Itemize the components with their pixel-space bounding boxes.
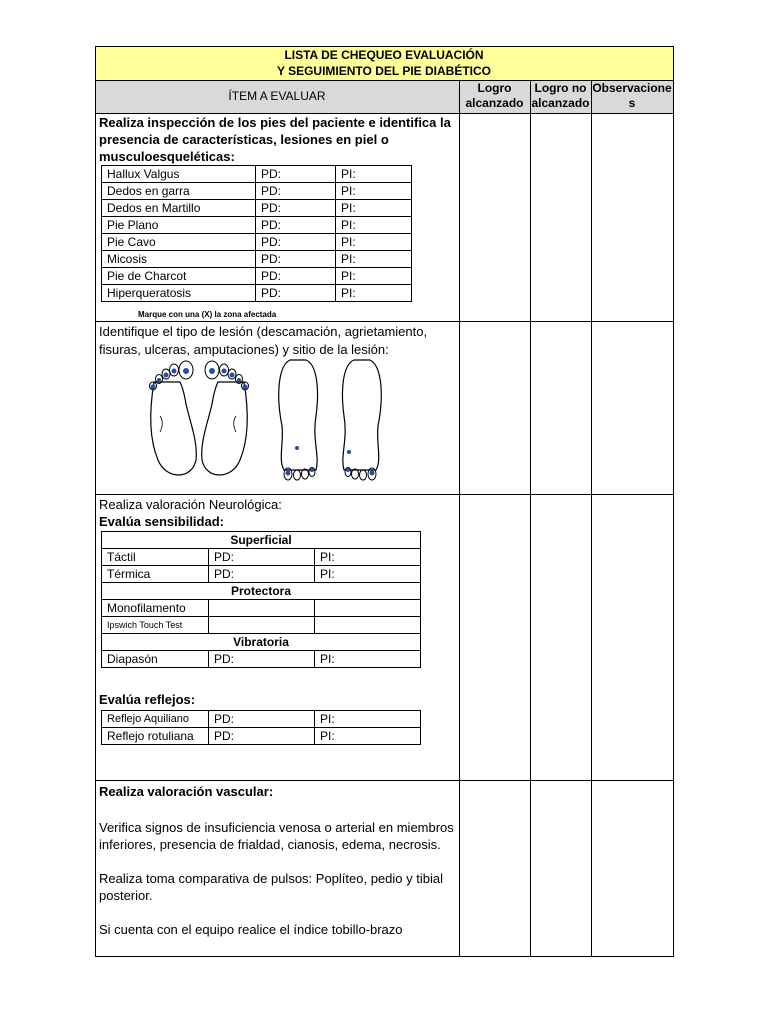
- ipswich-pi: [315, 617, 421, 634]
- section2-text: Identifique el tipo de lesión (descamación, agrietamiento, fisuras, ulceras, amputaciones) y sitio de la lesión:: [99, 324, 428, 357]
- inspection-item-label: Pie Cavo: [102, 234, 256, 251]
- protectora-header: Protectora: [102, 583, 421, 600]
- diapason-pi: PI:: [315, 651, 421, 668]
- inspection-pi-cell: PI:: [336, 200, 412, 217]
- inspection-row: [102, 251, 412, 268]
- inspection-pd-cell: PD:: [256, 234, 336, 251]
- inspection-pd-cell: PD:: [256, 268, 336, 285]
- ipswich-pd: [209, 617, 315, 634]
- inspection-pd-cell: PD:: [256, 200, 336, 217]
- inspection-item-label: Pie de Charcot: [102, 268, 256, 285]
- inspection-pi-cell: PI:: [336, 217, 412, 234]
- tactil-label: Táctil: [102, 549, 209, 566]
- vascular-title: Realiza valoración vascular:: [99, 784, 274, 799]
- inspection-pi-cell: PI:: [336, 166, 412, 183]
- aquiliano-pi: PI:: [315, 711, 421, 728]
- inspection-pi-cell: PI:: [336, 285, 412, 302]
- inspection-pd-cell: PD:: [256, 285, 336, 302]
- aquiliano-pd: PD:: [209, 711, 315, 728]
- vibratoria-header: Vibratoria: [102, 634, 421, 651]
- col-header-item: ÍTEM A EVALUAR: [228, 89, 326, 103]
- inspection-item-label: Pie Plano: [102, 217, 256, 234]
- sensibilidad-title: Evalúa sensibilidad:: [99, 514, 224, 529]
- reflejos-table: [101, 710, 421, 745]
- termica-pi: PI:: [315, 566, 421, 583]
- diapason-label: Diapasón: [102, 651, 209, 668]
- ipswich-label: Ipswich Touch Test: [102, 617, 209, 634]
- vascular-paragraph-1: Verifica signos de insuficiencia venosa o arterial en miembros inferiores, presencia de frialdad, cianosis, edema, necrosis.: [99, 820, 454, 852]
- col-header-logro: Logro alcanzado: [465, 81, 524, 110]
- inspection-table: [101, 165, 412, 302]
- tactil-pi: PI:: [315, 549, 421, 566]
- inspection-pi-cell: PI:: [336, 234, 412, 251]
- diapason-pd: PD:: [209, 651, 315, 668]
- termica-pd: PD:: [209, 566, 315, 583]
- col-header-observaciones: Observacione s: [592, 81, 672, 110]
- monofilamento-label: Monofilamento: [102, 600, 209, 617]
- sensibilidad-table: [101, 531, 421, 668]
- inspection-pd-cell: PD:: [256, 183, 336, 200]
- inspection-pi-cell: PI:: [336, 251, 412, 268]
- aquiliano-label: Reflejo Aquiliano: [102, 711, 209, 728]
- rotuliana-pi: PI:: [315, 728, 421, 745]
- section1-text: Realiza inspección de los pies del paciente e identifica la presencia de características, lesiones en piel o musculoesqueléticas:: [99, 115, 451, 164]
- inspection-item-label: Dedos en garra: [102, 183, 256, 200]
- inspection-row: [102, 183, 412, 200]
- inspection-row: [102, 166, 412, 183]
- inspection-row: [102, 234, 412, 251]
- inspection-pi-cell: PI:: [336, 268, 412, 285]
- inspection-row: [102, 285, 412, 302]
- inspection-item-label: Micosis: [102, 251, 256, 268]
- vascular-paragraph-2: Realiza toma comparativa de pulsos: Poplíteo, pedio y tibial posterior.: [99, 871, 443, 903]
- vascular-paragraph-3: Si cuenta con el equipo realice el índice tobillo-brazo: [99, 922, 403, 937]
- tactil-pd: PD:: [209, 549, 315, 566]
- inspection-pd-cell: PD:: [256, 217, 336, 234]
- superficial-header: Superficial: [102, 532, 421, 549]
- inspection-pd-cell: PD:: [256, 251, 336, 268]
- mark-note: Marque con una (X) la zona afectada: [138, 310, 277, 319]
- inspection-pd-cell: PD:: [256, 166, 336, 183]
- inspection-item-label: Dedos en Martillo: [102, 200, 256, 217]
- doc-title-line1: LISTA DE CHEQUEO EVALUACIÓN: [284, 48, 484, 62]
- monofilamento-pi: [315, 600, 421, 617]
- neuro-title: Realiza valoración Neurológica:: [99, 497, 282, 512]
- termica-label: Térmica: [102, 566, 209, 583]
- feet-diagram: [140, 356, 390, 484]
- monofilamento-pd: [209, 600, 315, 617]
- doc-title-line2: Y SEGUIMIENTO DEL PIE DIABÉTICO: [276, 64, 492, 78]
- inspection-item-label: Hiperqueratosis: [102, 285, 256, 302]
- inspection-row: [102, 268, 412, 285]
- rotuliana-label: Reflejo rotuliana: [102, 728, 209, 745]
- rotuliana-pd: PD:: [209, 728, 315, 745]
- inspection-row: [102, 200, 412, 217]
- inspection-pi-cell: PI:: [336, 183, 412, 200]
- inspection-item-label: Hallux Valgus: [102, 166, 256, 183]
- inspection-row: [102, 217, 412, 234]
- col-header-no-logro: Logro no alcanzado: [531, 81, 590, 110]
- reflejos-title: Evalúa reflejos:: [99, 692, 196, 707]
